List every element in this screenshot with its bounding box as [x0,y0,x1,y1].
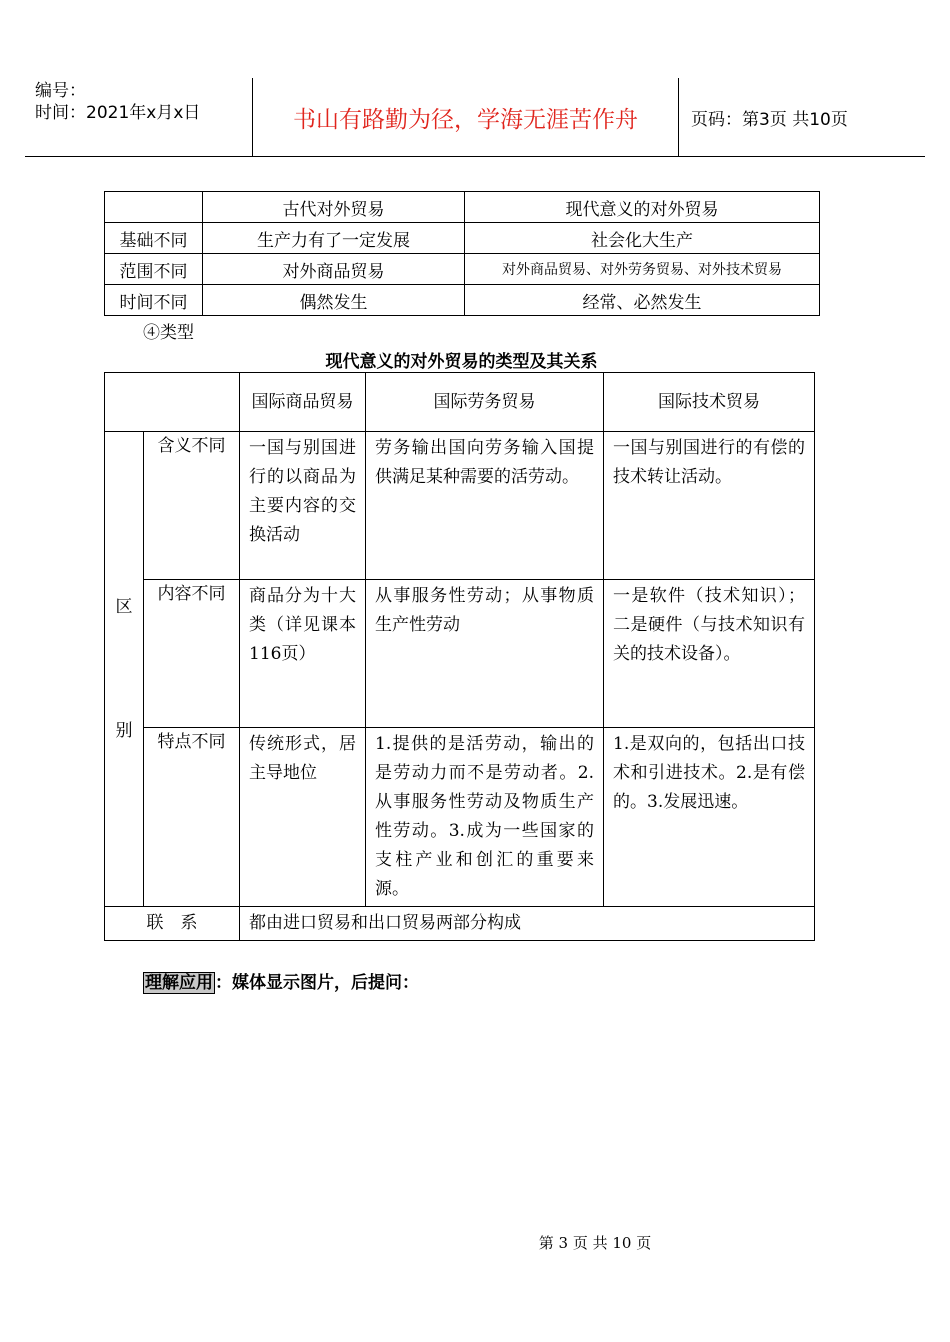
table-cell: 对外商品贸易、对外劳务贸易、对外技术贸易 [465,254,820,285]
section-label: ④类型 [143,323,194,343]
table-header-cell: 古代对外贸易 [203,192,465,223]
table-cell: 对外商品贸易 [203,254,465,285]
table-cell: 1.是双向的，包括出口技术和引进技术。2.是有偿的。3.发展迅速。 [604,728,815,907]
table-row [105,285,820,316]
table-cell: 劳务输出国向劳务输入国提供满足某种需要的活劳动。 [366,432,604,580]
apply-paragraph [143,968,419,993]
table-row [105,432,815,580]
table-row [105,580,815,728]
table-header-cell: 国际技术贸易 [604,373,815,432]
table-header-cell [105,192,203,223]
table-cell: 偶然发生 [203,285,465,316]
header-meta [25,78,253,156]
header-motto: 书山有路勤为径，学海无涯苦作舟 [253,78,679,156]
table-cell: 一国与别国进行的以商品为主要内容的交换活动 [240,432,366,580]
table-row [105,223,820,254]
table-cell: 商品分为十大类（详见课本116页） [240,580,366,728]
table-cell: 传统形式，居主导地位 [240,728,366,907]
page-header [25,78,925,157]
table-row [105,728,815,907]
table-cell: 一是软件（技术知识）；二是硬件（与技术知识有关的技术设备）。 [604,580,815,728]
table-row [105,254,820,285]
table-cell: 一国与别国进行的有偿的技术转让活动。 [604,432,815,580]
table-header-cell: 国际商品贸易 [240,373,366,432]
table-cell: 1.提供的是活劳动，输出的是劳动力而不是劳动者。2.从事服务性劳动及物质生产性劳动。3.成为一些国家的支柱产业和创汇的重要来源。 [366,728,604,907]
group-label [105,432,144,907]
table-header-row [105,373,815,432]
row-label: 内容不同 [144,580,240,728]
header-page-label: 页码：第3页 共10页 [691,109,848,130]
row-label: 联 系 [105,907,240,941]
table-cell: 时间不同 [105,285,203,316]
time-label: 时间：2021年x月x日 [35,103,201,123]
table-header-cell: 现代意义的对外贸易 [465,192,820,223]
table-cell: 生产力有了一定发展 [203,223,465,254]
trade-types-table [104,372,815,941]
table-corner-cell [105,373,240,432]
apply-text: ：媒体显示图片，后提问： [215,973,419,993]
row-label: 特点不同 [144,728,240,907]
table-title: 现代意义的对外贸易的类型及其关系 [325,352,598,372]
table-header-row [105,192,820,223]
table-cell: 都由进口贸易和出口贸易两部分构成 [240,907,815,941]
apply-highlight: 理解应用 [145,973,213,993]
comparison-table [104,191,820,316]
number-label: 编号： [35,81,86,101]
table-cell: 社会化大生产 [465,223,820,254]
group-label-char: 区 [115,596,133,617]
table-row [105,907,815,941]
page-footer: 第 3 页 共 10 页 [538,1234,652,1252]
table-cell: 经常、必然发生 [465,285,820,316]
table-cell: 范围不同 [105,254,203,285]
group-label-char: 别 [115,720,133,741]
table-cell: 从事服务性劳动；从事物质生产性劳动 [366,580,604,728]
row-label: 含义不同 [144,432,240,580]
table-header-cell: 国际劳务贸易 [366,373,604,432]
table-cell: 基础不同 [105,223,203,254]
